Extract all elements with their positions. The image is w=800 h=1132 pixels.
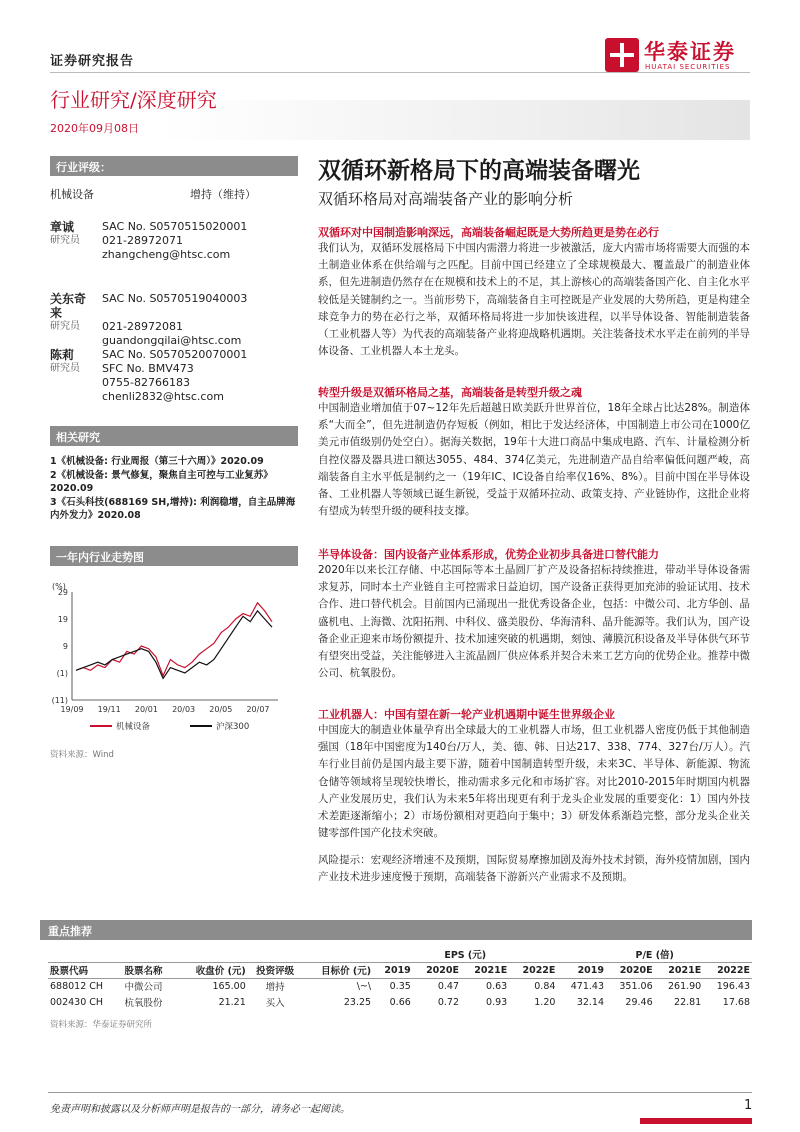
analyst-phone: 021-28972081 [102, 320, 183, 333]
y-tick-label: 9 [62, 642, 68, 651]
header-rule [50, 72, 750, 73]
analyst-card [50, 292, 248, 347]
header-band [160, 100, 750, 140]
table-cell: 中微公司 [124, 982, 163, 994]
table-cell: 261.90 [667, 980, 702, 992]
huatai-logo-icon [605, 38, 639, 72]
table-cell: 1.20 [534, 996, 556, 1008]
x-tick-label: 19/11 [97, 705, 121, 714]
col-header: 2020E [606, 962, 655, 978]
table-cell: \~\ [356, 980, 372, 992]
section-body: 中国庞大的制造业体量孕育出全球最大的工业机器人市场，但工业机器人密度仍低于其他制造强国（18年中国密度为140台/万人，美、德、韩、日达217、338、774、327台/万人）。汽车行业目前仍是国内最主要下游，随着中国制造转型升级，未来3C、半导体、新能源、物流仓储等领域将呈现较快增长，推动需求多元化和市场扩容。对比2010-2015年时期国内机器人产业发展历史，我们认为未来5年将出现更有利于龙头企业发展的重要变化：1）国内外技术差距逐渐缩小；2）市场份额相对更趋向于集中；3）研发体系渐趋完整，部分龙头企业关键零部件国产化技术突破。 [318, 724, 750, 840]
col-header: 2019 [373, 962, 413, 978]
analyst-card [50, 348, 248, 403]
publish-date: 2020年09月08日 [50, 122, 139, 135]
trend-section-bar: 一年内行业走势图 [50, 546, 298, 566]
table-cell: 0.35 [389, 980, 411, 992]
table-cell: 32.14 [576, 996, 605, 1008]
analyst-name: 陈莉 [50, 348, 75, 362]
analyst-role: 研究员 [50, 321, 80, 332]
x-tick-label: 20/01 [134, 705, 158, 714]
section-body: 我们认为，双循环发展格局下中国内需潜力将进一步被激活，庞大内需市场将需要大而强的本土制造业体系在供给端与之匹配。目前中国已经建立了全球规模最大、覆盖最广的制造业体系，但先进制造仍然存在在规模和技术上的不足，其上游核心的高端装备国产化、自主化水平较低是关键制约之一。当前形势下，高端装备自主可控既是产业发展的大势所趋，更是构建全球竞争力的势在必行之举，双循环格局将进一步加快该进程，以半导体设备、智能制造装备（工业机器人等）为代表的高端装备产业将迎战略机遇期。关注装备技术水平走在前列的半导体设备、工业机器人本土龙头。 [318, 242, 750, 358]
report-category: 行业研究/深度研究 [50, 88, 217, 112]
x-tick-label: 20/07 [246, 705, 270, 714]
section-heading: 双循环对中国制造影响深远，高端装备崛起既是大势所趋更是势在必行 [318, 226, 659, 239]
page-number: 1 [744, 1098, 753, 1113]
x-tick-label: 20/05 [209, 705, 233, 714]
analyst-phone: 0755-82766183 [102, 376, 190, 389]
table-cell: 0.93 [486, 996, 508, 1008]
table-cell: 002430 CH [50, 996, 104, 1008]
analyst-sac: SAC No. S0570519040003 [102, 292, 248, 305]
col-header: 2022E [703, 962, 752, 978]
footer-rule [48, 1092, 752, 1093]
analyst-contact [102, 292, 247, 348]
report-title: 双循环新格局下的高端装备曙光 [318, 157, 640, 184]
col-header: 股票代码 [48, 962, 122, 978]
table-cell: 杭氧股份 [124, 998, 163, 1009]
analyst-sac: SAC No. S0570520070001 [102, 348, 248, 361]
section-heading: 半导体设备：国内设备产业体系形成，优势企业初步具备进口替代能力 [318, 548, 659, 561]
table-cell: 196.43 [716, 980, 750, 992]
rating-value: 增持（维持） [190, 188, 256, 201]
legend-label: 沪深300 [216, 722, 250, 732]
col-header: 2022E [509, 962, 557, 978]
analyst-email[interactable]: chenli2832@htsc.com [102, 390, 224, 403]
y-tick-label: 29 [57, 588, 68, 597]
series-line-1 [76, 611, 272, 679]
rating-section-bar: 行业评级： [50, 156, 298, 176]
table-cell: 0.66 [389, 996, 411, 1008]
report-type: 证券研究报告 [50, 54, 135, 69]
y-tick-label: (1) [56, 669, 68, 678]
risk-warning: 风险提示：宏观经济增速不及预期，国际贸易摩擦加剧及海外技术封锁，海外疫情加剧，国内产业技术进步速度慢于预期，高端装备下游新兴产业需求不及预期。 [318, 854, 750, 884]
table-cell: 17.68 [722, 996, 750, 1008]
table-cell: 165.00 [212, 980, 246, 992]
section-heading: 工业机器人：中国有望在新一轮产业机遇期中诞生世界级企业 [318, 708, 615, 721]
table-cell: 21.21 [218, 996, 246, 1008]
analyst-sac: SAC No. S0570515020001 [102, 220, 248, 233]
logo-name-en: HUATAI SECURITIES [645, 63, 731, 71]
analyst-name: 章诚 [50, 220, 75, 234]
analyst-name: 关东奇来 [50, 292, 87, 320]
col-header: 目标价 (元) [303, 962, 373, 978]
analyst-email[interactable]: zhangcheng@htsc.com [102, 248, 231, 261]
table-row [48, 994, 752, 1010]
analyst-contact [102, 220, 247, 262]
section-body: 2020年以来长江存储、中芯国际等本土晶圆厂扩产及设备招标持续推进，带动半导体设备需求复苏，同时本土产业链自主可控需求日益迫切，国产设备正获得更加充沛的验证试用、技术合作、进口替代机会。目前国内已涌现出一批优秀设备企业，包括：中微公司、北方华创、晶盛机电、上海微、沈阳拓荆、中科仪、盛美股份、华海清科、晶升能源等。我们认为，国产设备企业正迎来市场份额提升、技术加速突破的机遇期，刻蚀、薄膜沉积设备及半导体供气环节有望突出受益，关注能够进入主流晶圆厂供应体系并契合未来工艺方向的优势企业。推荐中微公司、杭氧股份。 [318, 564, 750, 680]
trend-chart [50, 580, 300, 740]
analyst-card [50, 220, 248, 261]
report-subtitle: 双循环格局对高端装备产业的影响分析 [318, 190, 574, 208]
y-tick-label: (11) [51, 696, 68, 705]
analyst-contact [102, 348, 247, 404]
table-cell: 23.25 [343, 996, 372, 1008]
table-cell: 0.63 [486, 980, 508, 992]
pe-group-header: P/E (倍) [557, 946, 752, 962]
disclaimer: 免责声明和披露以及分析师声明是报告的一部分，请务必一起阅读。 [50, 1104, 350, 1115]
col-header: 2021E [461, 962, 509, 978]
related-item[interactable]: 2《机械设备: 景气修复，聚焦自主可控与工业复苏》2020.09 [50, 470, 273, 494]
analyst-role: 研究员 [50, 235, 80, 246]
col-header: 2021E [655, 962, 704, 978]
table-row [48, 978, 752, 994]
logo-name: 华泰证券 [644, 40, 736, 64]
section-body: 中国制造业增加值于07~12年先后超越日欧美跃升世界首位，18年全球占比达28%。制造体系“大而全”，但先进制造仍存短板（例如，相比于发达经济体，中国制造上市公司在1000亿美元市值级别仍处空白）。据海关数据，19年十大进口商品中集成电路、汽车、计量检测分析自控仪器及器具进口额达3055、484、374亿美元，先进制造产品自给率偏低问题严峻，高端装备自主水平低是制约之一（19年IC、IC设备自给率仅16%、8%）。目前中国在半导体设备、工业机器人等领域已诞生新锐，受益于双循环拉动、政策支持、产业链协作，这批企业将有望成为转型升级的硬科技支撑。 [318, 402, 750, 518]
y-axis-unit: (%) [52, 582, 66, 591]
col-header: 2020E [413, 962, 461, 978]
table-cell: 0.84 [534, 980, 556, 992]
chart-source: 资料来源：Wind [50, 750, 114, 760]
table-source: 资料来源：华泰证券研究所 [50, 1020, 153, 1030]
table-cell: 29.46 [625, 996, 653, 1008]
analyst-email[interactable]: guandongqilai@htsc.com [102, 334, 242, 347]
recommend-table [48, 946, 752, 1010]
col-header: 投资评级 [248, 962, 303, 978]
analyst-phone: 021-28972071 [102, 234, 183, 247]
table-cell: 0.72 [437, 996, 459, 1008]
table-cell: 688012 CH [50, 980, 104, 992]
recommend-bar: 重点推荐 [40, 920, 752, 940]
legend-label: 机械设备 [116, 722, 151, 732]
table-cell: 351.06 [619, 980, 653, 992]
col-header: 股票名称 [122, 962, 177, 978]
col-header: 2019 [557, 962, 606, 978]
eps-group-header: EPS (元) [373, 946, 557, 962]
table-cell: 买入 [265, 998, 285, 1009]
x-tick-label: 20/03 [172, 705, 196, 714]
table-cell: 22.81 [674, 996, 702, 1008]
related-research-list [50, 455, 300, 523]
table-cell: 0.47 [437, 980, 459, 992]
y-tick-label: 19 [57, 615, 68, 624]
footer-accent-bar [640, 1118, 752, 1124]
analyst-sfc: SFC No. BMV473 [102, 362, 194, 375]
rating-sector: 机械设备 [50, 188, 94, 201]
analyst-role: 研究员 [50, 363, 80, 374]
related-item[interactable]: 3《石头科技(688169 SH,增持): 利润稳增，自主品牌海内外发力》2020.08 [50, 497, 296, 521]
table-cell: 471.43 [570, 980, 605, 992]
related-section-bar: 相关研究 [50, 426, 298, 446]
x-tick-label: 19/09 [60, 705, 84, 714]
col-header: 收盘价 (元) [177, 962, 247, 978]
section-heading: 转型升级是双循环格局之基，高端装备是转型升级之魂 [318, 386, 582, 399]
table-cell: 增持 [265, 982, 285, 994]
related-item[interactable]: 1《机械设备: 行业周报（第三十六周）》2020.09 [50, 456, 264, 467]
